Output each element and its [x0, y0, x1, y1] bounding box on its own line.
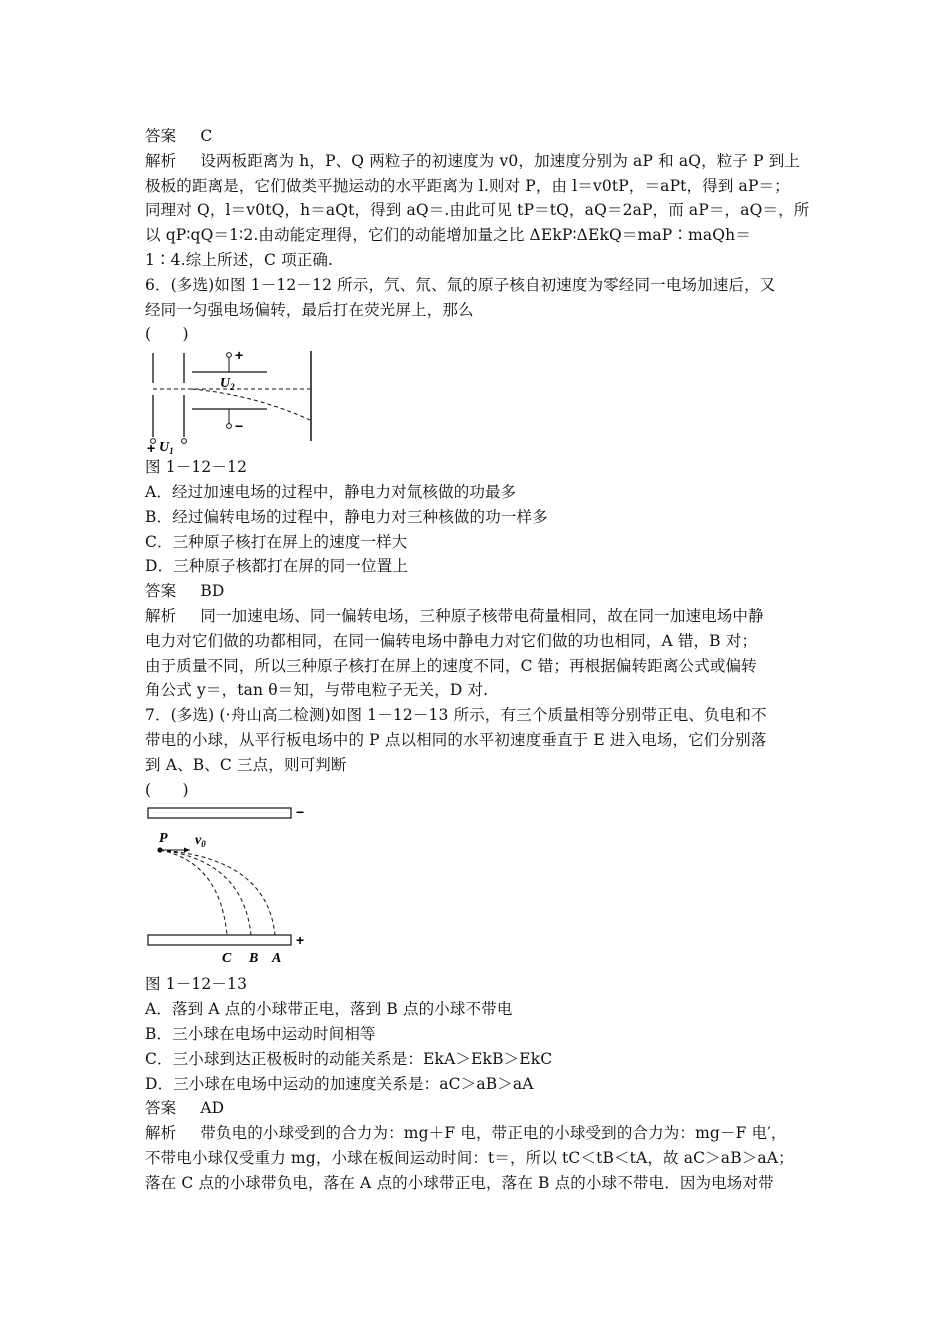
option-a: A．落到 A 点的小球带正电，落到 B 点的小球不带电: [145, 1000, 513, 1019]
point-b-label: B: [249, 951, 259, 967]
analysis-line: 电力对它们做的功都相同，在同一偏转电场中静电力对它们做的功也相同，A 错，B 对；: [145, 631, 758, 650]
answer-value: BD: [200, 582, 225, 601]
answer-line: 答案 BD: [145, 582, 225, 601]
p-label: P: [159, 831, 168, 847]
arrow-head: [184, 848, 190, 853]
plus-sign: +: [147, 440, 156, 456]
minus-sign: −: [296, 804, 305, 821]
minus-sign: −: [235, 418, 244, 435]
answer-value: AD: [200, 1099, 225, 1118]
answer-blank: ( ): [145, 780, 189, 799]
trajectory-a: [160, 850, 275, 935]
option-c: C．三种原子核打在屏上的速度一样大: [145, 532, 408, 551]
analysis-line: 以 qP∶qQ＝1∶2.由动能定理得，它们的动能增加量之比 ΔEkP∶ΔEkQ＝maP∶maQh＝: [145, 226, 751, 245]
trajectory-c: [160, 850, 227, 935]
v0-label: $v_0$: [195, 833, 206, 850]
negative-plate: [148, 808, 291, 818]
figure-caption: 图 1－12－12: [145, 458, 248, 477]
analysis-line: 极板的距离是，它们做类平抛运动的水平距离为 l.则对 P，由 l＝v0tP，＝aPt，得到 aP＝；: [145, 176, 790, 195]
option-d: D．三种原子核都打在屏的同一位置上: [145, 557, 408, 576]
terminal: [227, 424, 232, 429]
question-stem: 7．(多选) (·舟山高二检测)如图 1－12－13 所示，有三个质量相等分别带正电、负电和不: [145, 706, 767, 725]
figure-caption: 图 1－12－13: [145, 975, 248, 994]
analysis-line: 1∶4.综上所述，C 项正确.: [145, 250, 334, 269]
trajectory: [192, 389, 310, 420]
answer-line: 答案 C: [145, 127, 213, 145]
terminal: [227, 353, 232, 358]
analysis-line: 解析 带负电的小球受到的合力为：mg＋F 电，带正电的小球受到的合力为：mg－F 电′，: [145, 1124, 787, 1143]
trajectory-b: [160, 850, 251, 935]
answer-line: 答案 AD: [145, 1099, 225, 1118]
plus-sign: +: [235, 347, 244, 364]
answer-blank: ( ): [145, 325, 189, 344]
document-page: [145, 124, 810, 1196]
option-d: D．三小球在电场中运动的加速度关系是：aC＞aB＞aA: [145, 1074, 534, 1093]
plus-sign: +: [296, 932, 305, 949]
option-b: B．经过偏转电场的过程中，静电力对三种核做的功一样多: [145, 507, 548, 526]
analysis-line: 不带电小球仅受重力 mg，小球在板间运动时间：t＝，所以 tC＜tB＜tA，故 aC＞aB＞aA；: [145, 1148, 794, 1167]
analysis-line: 解析 同一加速电场、同一偏转电场，三种原子核带电荷量相同，故在同一加速电场中静: [145, 606, 764, 625]
option-b: B．三小球在电场中运动时间相等: [145, 1024, 376, 1043]
point-a-label: A: [272, 951, 282, 967]
question-stem: 带电的小球，从平行板电场中的 P 点以相同的水平初速度垂直于 E 进入电场，它们分别落: [145, 730, 767, 749]
question-stem: 经同一匀强电场偏转，最后打在荧光屏上，那么: [145, 300, 474, 319]
analysis-line: 同理对 Q，l＝v0tQ，h＝aQt，得到 aQ＝.由此可见 tP＝tQ，aQ＝2aP，而 aP＝，aQ＝，所: [145, 201, 810, 220]
u2-label: $U_2$: [220, 376, 235, 393]
positive-plate: [148, 935, 291, 945]
analysis-line: 落在 C 点的小球带负电，落在 A 点的小球带正电，落在 B 点的小球不带电．因为电场对带: [145, 1173, 774, 1192]
figure-1-12-13: [145, 802, 345, 972]
answer-value: C: [200, 127, 213, 145]
question-stem: 6．(多选)如图 1－12－12 所示，氕、氘、氚的原子核自初速度为零经同一电场加速后，又: [145, 275, 776, 294]
u1-label: $U_1$: [159, 440, 174, 456]
analysis-line: 解析 设两板距离为 h，P、Q 两粒子的初速度为 v0，加速度分别为 aP 和 aQ，粒子 P 到上: [145, 151, 801, 170]
analysis-line: 角公式 y＝，tan θ＝知，与带电粒子无关，D 对.: [145, 681, 489, 700]
analysis-line: 由于质量不同，所以三种原子核打在屏上的速度不同，C 错；再根据偏转距离公式或偏转: [145, 656, 757, 675]
option-a: A．经过加速电场的过程中，静电力对氚核做的功最多: [145, 482, 517, 501]
terminal: [182, 439, 187, 444]
figure-1-12-12: [145, 347, 345, 455]
point-c-label: C: [222, 951, 232, 967]
option-c: C．三小球到达正极板时的动能关系是：EkA＞EkB＞EkC: [145, 1049, 553, 1068]
question-stem: 到 A、B、C 三点，则可判断: [145, 755, 347, 774]
